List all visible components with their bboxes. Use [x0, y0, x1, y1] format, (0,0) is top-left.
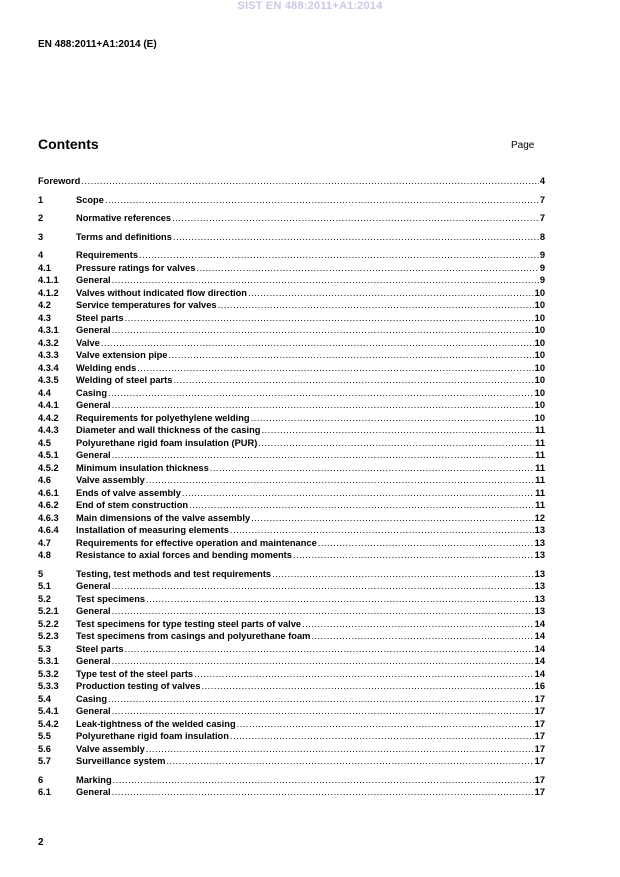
toc-entry-number: 5.4.2: [38, 718, 59, 729]
toc-entry-number: 6.1: [38, 787, 51, 797]
toc-dot-leader: [194, 668, 534, 681]
toc-entry-title: Polyurethane rigid foam insulation: [76, 731, 229, 741]
toc-entry[interactable]: [38, 374, 545, 387]
toc-entry-title: General: [76, 581, 111, 591]
toc-entry-page: 16: [534, 681, 545, 691]
toc-entry-title: Test specimens from casings and polyurethane foam: [76, 631, 311, 641]
toc-entry[interactable]: [38, 499, 545, 512]
toc-dot-leader: [272, 568, 534, 581]
toc-entry-page: 14: [534, 668, 545, 679]
toc-dot-leader: [261, 424, 534, 437]
toc-entry-title: Valves without indicated flow direction: [76, 287, 247, 298]
toc-entry-page: 10: [534, 312, 545, 323]
toc-dot-leader: [139, 249, 539, 262]
toc-dot-leader: [173, 374, 533, 387]
toc-entry-number: 5.2.3: [38, 631, 59, 641]
toc-entry[interactable]: [38, 618, 545, 631]
toc-entry-title: Casing: [76, 693, 107, 704]
toc-entry-number: 4.6.3: [38, 512, 59, 523]
toc-dot-leader: [146, 474, 534, 487]
toc-dot-leader: [168, 349, 533, 362]
toc-entry-page: 17: [534, 706, 545, 716]
toc-entry[interactable]: [38, 262, 545, 275]
toc-entry-number: 5.4.1: [38, 706, 59, 716]
toc-entry-number: 4.4: [38, 387, 51, 398]
toc-entry-page: 11: [535, 500, 545, 510]
toc-entry[interactable]: [38, 474, 545, 487]
toc-entry-page: 13: [534, 550, 545, 560]
toc-dot-leader: [112, 705, 534, 718]
toc-dot-leader: [125, 643, 534, 656]
toc-entry-number: 4.3: [38, 312, 51, 323]
toc-entry-title: Casing: [76, 387, 107, 398]
toc-entry-title: Scope: [76, 194, 104, 205]
toc-entry-page: 10: [534, 300, 545, 310]
toc-entry[interactable]: [38, 524, 545, 537]
toc-entry-page: 10: [534, 400, 545, 410]
toc-entry-title: Steel parts: [76, 643, 124, 654]
toc-dot-leader: [108, 693, 534, 706]
toc-entry-number: 4.2: [38, 300, 51, 310]
toc-dot-leader: [146, 593, 534, 606]
toc-dot-leader: [218, 299, 534, 312]
toc-entry-title: General: [76, 325, 111, 335]
toc-entry[interactable]: [38, 349, 545, 362]
toc-dot-leader: [173, 231, 539, 244]
toc-dot-leader: [101, 337, 534, 350]
toc-entry-page: 17: [534, 743, 545, 754]
toc-entry-title: General: [76, 450, 111, 460]
toc-dot-leader: [112, 399, 534, 412]
toc-entry[interactable]: [38, 755, 545, 768]
toc-entry-page: 13: [534, 581, 545, 591]
toc-dot-leader: [196, 262, 538, 275]
toc-entry-page: 17: [534, 693, 545, 704]
toc-entry-title: Diameter and wall thickness of the casing: [76, 425, 261, 435]
toc-dot-leader: [172, 212, 539, 225]
toc-entry-page: 7: [539, 213, 545, 223]
toc-entry-number: 4.4.1: [38, 400, 59, 410]
toc-entry-page: 11: [535, 487, 545, 498]
toc-entry-title: Valve assembly: [76, 475, 145, 485]
toc-dot-leader: [112, 449, 535, 462]
toc-entry-number: 4.1.1: [38, 275, 59, 285]
toc-entry-number: 5.2.2: [38, 618, 59, 629]
toc-entry-page: 14: [534, 643, 545, 654]
toc-entry-page: 10: [534, 362, 545, 373]
toc-entry-title: Testing, test methods and test requirements: [76, 568, 272, 579]
toc-entry-title: Service temperatures for valves: [76, 300, 217, 310]
toc-entry-title: General: [76, 656, 111, 666]
toc-entry-page: 13: [534, 606, 545, 616]
toc-entry-number: 4.7: [38, 537, 51, 548]
toc-entry-title: Steel parts: [76, 312, 124, 323]
toc-entry-title: Welding ends: [76, 362, 137, 373]
toc-entry[interactable]: [38, 337, 545, 350]
toc-entry-number: 4.6.4: [38, 525, 59, 535]
toc-entry-number: 5.3: [38, 643, 51, 654]
toc-entry-page: 9: [539, 262, 545, 273]
toc-dot-leader: [112, 324, 534, 337]
toc-entry-page: 11: [535, 450, 545, 460]
toc-entry[interactable]: [38, 287, 545, 300]
toc-entry[interactable]: [38, 774, 545, 787]
toc-entry-page: 10: [534, 287, 545, 298]
toc-dot-leader: [251, 412, 534, 425]
toc-entry[interactable]: [38, 462, 545, 475]
toc-entry-title: Requirements for polyethylene welding: [76, 412, 250, 423]
toc-entry-number: 4.6.2: [38, 500, 59, 510]
toc-entry-title: Foreword: [38, 176, 81, 186]
toc-entry-title: Marking: [76, 774, 112, 785]
toc-entry[interactable]: [38, 705, 545, 718]
toc-entry-page: 14: [534, 656, 545, 666]
toc-entry-page: 14: [534, 631, 545, 641]
toc-entry-title: Valve assembly: [76, 743, 145, 754]
toc-dot-leader: [105, 194, 539, 207]
toc-entry[interactable]: [38, 194, 545, 207]
toc-entry-number: 4.4.3: [38, 425, 59, 435]
toc-entry-number: 4.3.1: [38, 325, 59, 335]
toc-dot-leader: [318, 537, 534, 550]
toc-entry-title: Test specimens: [76, 593, 146, 604]
page-column-label: Page: [511, 140, 535, 151]
toc-dot-leader: [108, 387, 534, 400]
toc-entry-number: 4: [38, 250, 44, 260]
toc-entry-title: Polyurethane rigid foam insulation (PUR): [76, 437, 258, 448]
table-of-contents: [38, 175, 545, 799]
toc-entry-title: Welding of steel parts: [76, 375, 173, 385]
toc-entry-page: 4: [539, 176, 545, 186]
toc-dot-leader: [258, 437, 534, 450]
toc-entry-page: 17: [534, 718, 545, 729]
toc-entry-title: Production testing of valves: [76, 681, 201, 691]
toc-entry-title: Resistance to axial forces and bending moments: [76, 550, 292, 560]
toc-entry[interactable]: [38, 487, 545, 500]
toc-entry-number: 5.3.3: [38, 681, 59, 691]
toc-entry-page: 10: [534, 375, 545, 385]
toc-dot-leader: [302, 618, 534, 631]
toc-entry[interactable]: [38, 231, 545, 244]
toc-entry-page: 8: [539, 231, 545, 242]
toc-entry[interactable]: [38, 668, 545, 681]
toc-entry-title: Ends of valve assembly: [76, 487, 181, 498]
toc-entry-page: 10: [534, 412, 545, 423]
toc-entry-page: 7: [539, 194, 545, 205]
toc-entry[interactable]: [38, 437, 545, 450]
toc-entry[interactable]: [38, 424, 545, 437]
toc-dot-leader: [112, 655, 534, 668]
toc-dot-leader: [166, 755, 533, 768]
toc-entry-number: 4.5: [38, 437, 51, 448]
watermark: SIST EN 488:2011+A1:2014: [237, 0, 383, 12]
toc-entry-title: Terms and definitions: [76, 231, 172, 242]
toc-entry-page: 17: [534, 787, 545, 797]
toc-entry-title: Requirements for effective operation and maintenance: [76, 537, 317, 548]
toc-entry[interactable]: [38, 412, 545, 425]
toc-entry-number: 1: [38, 194, 44, 205]
toc-entry-number: 5.7: [38, 756, 51, 766]
toc-entry-title: Surveillance system: [76, 756, 166, 766]
toc-dot-leader: [311, 630, 533, 643]
toc-entry[interactable]: [38, 568, 545, 581]
toc-entry[interactable]: [38, 630, 545, 643]
toc-entry-title: Main dimensions of the valve assembly: [76, 512, 251, 523]
toc-dot-leader: [137, 362, 533, 375]
toc-entry-number: 5.3.1: [38, 656, 59, 666]
toc-entry-number: 4.6.1: [38, 487, 59, 498]
toc-entry-page: 9: [539, 250, 545, 260]
toc-dot-leader: [81, 175, 538, 188]
toc-dot-leader: [293, 549, 534, 562]
toc-entry-number: 5.2.1: [38, 606, 59, 616]
toc-entry-number: 4.3.5: [38, 375, 59, 385]
toc-dot-leader: [112, 605, 534, 618]
toc-entry-page: 12: [534, 512, 545, 523]
toc-entry[interactable]: [38, 299, 545, 312]
toc-entry[interactable]: [38, 399, 545, 412]
toc-entry-title: Installation of measuring elements: [76, 525, 229, 535]
toc-entry[interactable]: [38, 274, 545, 287]
toc-entry-number: 4.6: [38, 475, 51, 485]
toc-entry-number: 4.3.4: [38, 362, 59, 373]
toc-entry-page: 17: [534, 731, 545, 741]
toc-entry[interactable]: [38, 655, 545, 668]
toc-entry-number: 5.2: [38, 593, 51, 604]
toc-dot-leader: [230, 730, 534, 743]
toc-entry-number: 5.4: [38, 693, 51, 704]
toc-entry-title: Test specimens for type testing steel parts of valve: [76, 618, 302, 629]
toc-entry[interactable]: [38, 512, 545, 525]
toc-entry-page: 11: [535, 462, 545, 473]
document-id: EN 488:2011+A1:2014 (E): [38, 39, 157, 50]
toc-entry-page: 10: [534, 337, 545, 348]
toc-entry-title: Minimum insulation thickness: [76, 462, 209, 473]
toc-entry-title: General: [76, 787, 111, 797]
toc-entry[interactable]: [38, 312, 545, 325]
toc-entry-page: 11: [535, 475, 545, 485]
toc-dot-leader: [210, 462, 534, 475]
toc-entry-page: 14: [534, 618, 545, 629]
toc-entry-title: Pressure ratings for valves: [76, 262, 196, 273]
toc-entry-title: General: [76, 400, 111, 410]
toc-entry-page: 13: [534, 537, 545, 548]
toc-entry[interactable]: [38, 786, 545, 799]
toc-entry-page: 17: [534, 756, 545, 766]
toc-entry-number: 5: [38, 568, 44, 579]
toc-dot-leader: [146, 743, 534, 756]
toc-entry-title: End of stem construction: [76, 500, 189, 510]
toc-entry[interactable]: [38, 449, 545, 462]
toc-entry-page: 10: [534, 325, 545, 335]
toc-dot-leader: [182, 487, 534, 500]
toc-entry-page: 9: [539, 275, 545, 285]
toc-dot-leader: [113, 774, 534, 787]
toc-entry-number: 6: [38, 774, 44, 785]
toc-dot-leader: [189, 499, 534, 512]
toc-entry-number: 5.1: [38, 581, 51, 591]
toc-entry-page: 10: [534, 387, 545, 398]
toc-entry-number: 5.5: [38, 731, 51, 741]
toc-entry[interactable]: [38, 580, 545, 593]
toc-entry-page: 13: [534, 593, 545, 604]
toc-entry-page: 10: [534, 350, 545, 360]
toc-entry[interactable]: [38, 212, 545, 225]
toc-dot-leader: [112, 274, 539, 287]
toc-entry-page: 11: [535, 425, 545, 435]
toc-dot-leader: [237, 718, 534, 731]
toc-dot-leader: [248, 287, 534, 300]
toc-entry-number: 3: [38, 231, 44, 242]
toc-entry-page: 13: [534, 568, 545, 579]
toc-entry[interactable]: [38, 605, 545, 618]
toc-entry[interactable]: [38, 387, 545, 400]
toc-entry-title: Leak-tightness of the welded casing: [76, 718, 236, 729]
toc-entry-number: 5.6: [38, 743, 51, 754]
toc-entry[interactable]: [38, 249, 545, 262]
toc-entry[interactable]: [38, 743, 545, 756]
toc-dot-leader: [230, 524, 534, 537]
toc-dot-leader: [251, 512, 534, 525]
toc-entry-number: 5.3.2: [38, 668, 59, 679]
toc-entry[interactable]: [38, 324, 545, 337]
toc-entry-number: 4.4.2: [38, 412, 59, 423]
toc-entry-number: 2: [38, 213, 44, 223]
toc-entry-number: 4.3.3: [38, 350, 59, 360]
toc-dot-leader: [125, 312, 534, 325]
toc-entry-number: 4.3.2: [38, 337, 59, 348]
toc-entry[interactable]: [38, 549, 545, 562]
toc-dot-leader: [112, 580, 534, 593]
contents-title: Contents: [38, 136, 99, 152]
toc-entry[interactable]: [38, 537, 545, 550]
toc-entry-title: Type test of the steel parts: [76, 668, 194, 679]
toc-entry-number: 4.1: [38, 262, 51, 273]
toc-entry[interactable]: [38, 175, 545, 188]
toc-entry[interactable]: [38, 643, 545, 656]
toc-entry-page: 17: [534, 774, 545, 785]
toc-entry[interactable]: [38, 693, 545, 706]
toc-entry-number: 4.5.1: [38, 450, 59, 460]
toc-entry-title: Requirements: [76, 250, 138, 260]
toc-dot-leader: [202, 680, 534, 693]
toc-dot-leader: [112, 786, 534, 799]
toc-entry[interactable]: [38, 718, 545, 731]
toc-entry-page: 13: [534, 525, 545, 535]
toc-entry-title: Valve extension pipe: [76, 350, 168, 360]
toc-entry-title: General: [76, 275, 111, 285]
toc-entry-page: 11: [535, 437, 545, 448]
toc-entry[interactable]: [38, 680, 545, 693]
toc-entry-title: Valve: [76, 337, 100, 348]
toc-entry[interactable]: [38, 730, 545, 743]
toc-entry-title: Normative references: [76, 213, 172, 223]
toc-entry-number: 4.8: [38, 550, 51, 560]
toc-entry-title: General: [76, 606, 111, 616]
page-number: 2: [38, 837, 44, 848]
toc-entry-number: 4.5.2: [38, 462, 59, 473]
toc-entry[interactable]: [38, 593, 545, 606]
toc-entry-title: General: [76, 706, 111, 716]
toc-entry-number: 4.1.2: [38, 287, 59, 298]
toc-entry[interactable]: [38, 362, 545, 375]
